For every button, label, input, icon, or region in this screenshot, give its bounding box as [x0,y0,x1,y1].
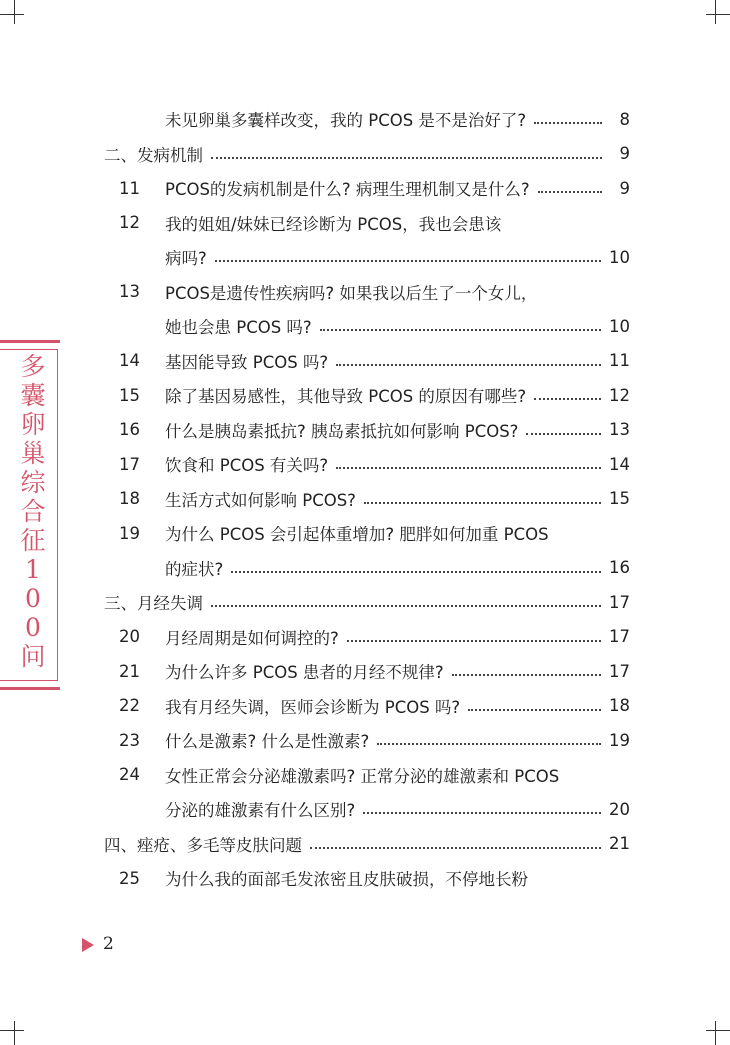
toc-dot-leader [231,571,601,573]
toc-dot-leader [534,122,602,124]
toc-dot-leader [452,674,601,676]
toc-entry[interactable] [0,621,730,653]
toc-dot-leader [215,260,601,262]
toc-entry-number: 19 [119,523,140,543]
toc-entry[interactable] [0,103,730,135]
toc-dot-leader [211,157,602,159]
toc-entry-number: 25 [119,868,140,888]
toc-entry-number: 15 [119,385,140,405]
toc-entry-title: 饮食和 PCOS 有关吗? [165,456,329,475]
crop-mark [0,14,24,15]
crop-mark [14,1021,15,1045]
toc-entry[interactable] [0,345,730,377]
crop-mark [715,0,716,24]
toc-entry-title: PCOS的发病机制是什么? 病理生理机制又是什么? [165,180,530,199]
toc-entry-title: 为什么许多 PCOS 患者的月经不规律? [165,663,444,682]
toc-entry-title: 分泌的雄激素有什么区别? [165,801,356,820]
toc-entry-page: 10 [609,247,630,267]
toc-entry[interactable] [0,483,730,515]
toc-entry-page: 17 [609,592,630,612]
toc-entry-title: 我的姐姐/妹妹已经诊断为 PCOS，我也会患该 [165,214,502,234]
toc-entry-page: 11 [609,351,630,370]
toc-entry[interactable] [0,655,730,687]
toc-entry-page: 16 [609,558,630,577]
toc-entry-number: 14 [119,351,140,370]
toc-entry[interactable] [0,276,730,308]
toc-entry-title: 为什么我的面部毛发浓密且皮肤破损，不停地长粉 [165,870,528,889]
toc-entry[interactable] [0,862,730,894]
toc-entry-title: 什么是胰岛素抵抗? 胰岛素抵抗如何影响 PCOS? [165,421,519,441]
toc-entry[interactable] [0,448,730,480]
toc-entry[interactable] [0,586,730,618]
toc-section-title: 四、痤疮、多毛等皮肤问题 [104,835,302,855]
toc-entry-page: 19 [609,730,630,750]
toc-entry-title: 月经周期是如何调控的? [165,628,339,648]
toc-entry-title: 什么是激素? 什么是性激素? [165,732,370,751]
toc-entry[interactable] [0,379,730,411]
toc-entry-title: 我有月经失调，医师会诊断为 PCOS 吗? [165,697,461,717]
toc-entry-page: 8 [619,109,630,129]
toc-entry-title: PCOS是遗传性疾病吗? 如果我以后生了一个女儿， [165,283,538,303]
toc-section-title: 三、月经失调 [104,594,203,613]
toc-entry-number: 16 [119,420,140,439]
toc-entry-number: 18 [119,489,140,508]
toc-entry[interactable] [0,172,730,204]
toc-dot-leader [310,847,601,849]
toc-entry-page: 9 [619,178,630,198]
toc-dot-leader [377,743,601,745]
toc-dot-leader [538,191,602,193]
toc-entry-page: 17 [609,627,630,646]
toc-dot-leader [320,329,601,331]
toc-entry-title: 她也会患 PCOS 吗? [165,318,312,337]
toc-entry-number: 17 [119,454,140,474]
toc-entry-page: 9 [619,144,630,163]
toc-entry-page: 10 [609,316,630,336]
toc-entry[interactable] [0,793,730,825]
toc-entry-number: 21 [119,661,140,681]
toc-dot-leader [364,502,601,504]
toc-entry-title: 除了基因易感性，其他导致 PCOS 的原因有哪些? [165,387,527,406]
toc-entry-number: 23 [119,730,140,750]
toc-dot-leader [347,640,601,642]
crop-mark [706,1030,730,1031]
toc-entry-number: 24 [119,765,140,784]
toc-entry-page: 12 [609,385,630,405]
toc-entry[interactable] [0,207,730,239]
toc-entry-number: 22 [119,696,140,715]
crop-mark [14,0,15,24]
toc-dot-leader [526,433,601,435]
toc-entry-title: 基因能导致 PCOS 吗? [165,352,329,372]
toc-entry-page: 13 [609,420,630,439]
toc-entry-number: 12 [119,213,140,232]
toc-entry[interactable] [0,552,730,584]
toc-entry-title: 女性正常会分泌雄激素吗? 正常分泌的雄激素和 PCOS [165,766,560,786]
toc-entry[interactable] [0,759,730,791]
toc-entry-title: 未见卵巢多囊样改变，我的 PCOS 是不是治好了? [165,111,527,130]
toc-entry-page: 14 [609,454,630,474]
page-number: 2 [103,934,114,954]
crop-mark [706,14,730,15]
toc-entry[interactable] [0,138,730,170]
toc-entry-page: 15 [609,489,630,508]
toc-entry-title: 的症状? [165,559,224,579]
toc-entry-title: 生活方式如何影响 PCOS? [165,490,356,510]
toc-dot-leader [211,605,601,607]
toc-entry[interactable] [0,241,730,273]
crop-mark [715,1021,716,1045]
toc-entry-page: 17 [609,661,630,681]
toc-entry-page: 20 [609,799,630,819]
crop-mark [0,1030,24,1031]
toc-entry[interactable] [0,828,730,860]
toc-entry[interactable] [0,517,730,549]
toc-dot-leader [336,364,601,366]
toc-entry-title: 病吗? [165,249,207,268]
toc-entry[interactable] [0,724,730,756]
toc-dot-leader [468,709,601,711]
toc-entry[interactable] [0,414,730,446]
side-book-title: 多囊卵巢综合征 100问 [20,352,46,671]
toc-dot-leader [534,398,601,400]
toc-entry-number: 20 [119,627,140,646]
toc-dot-leader [336,467,601,469]
toc-entry-page: 18 [609,696,630,715]
toc-entry-title: 为什么 PCOS 会引起体重增加? 肥胖如何加重 PCOS [165,525,549,544]
page-arrow-icon [82,938,94,952]
toc-section-title: 二、发病机制 [104,145,203,165]
toc-dot-leader [363,812,601,814]
toc-entry[interactable] [0,690,730,722]
toc-entry-number: 13 [119,282,140,301]
toc-entry-page: 21 [609,834,630,853]
toc-entry[interactable] [0,310,730,342]
toc-entry-number: 11 [119,178,140,198]
